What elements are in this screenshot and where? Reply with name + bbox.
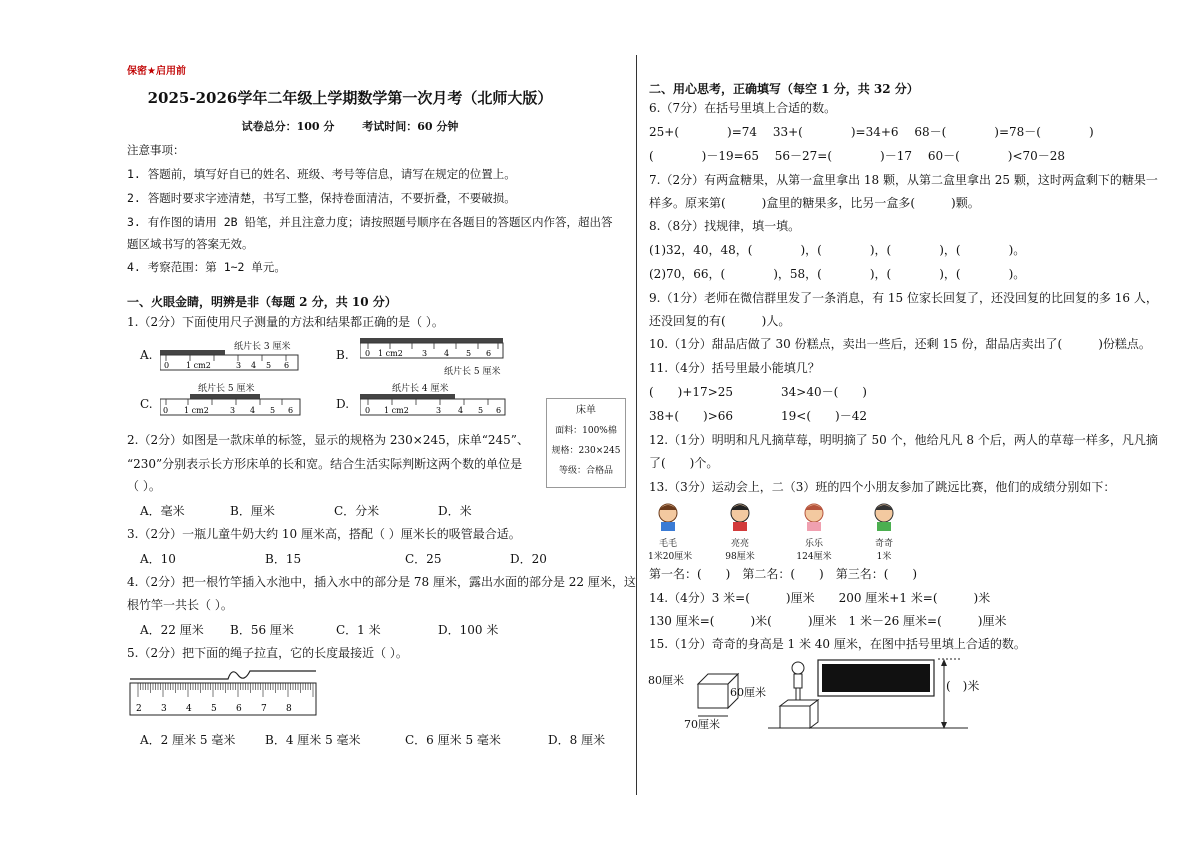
q5-tick-8: 8 [286,704,292,714]
q15-figure [648,656,988,736]
q1-option-c[interactable]: C. [140,397,153,411]
rope-ruler [128,667,318,719]
q2-option-a[interactable]: A．毫米 [140,504,185,518]
q3-option-c[interactable]: C．25 [405,552,442,566]
q11-row2: 38+( )>66 19<( )－42 [649,409,867,423]
q3-option-a[interactable]: A．10 [140,552,176,566]
svg-text:4: 4 [444,349,450,358]
kid-qiqi-score: 1米 [876,552,892,562]
label-spec: 规格：230×245 [551,446,621,456]
exam-title: 2025-2026学年二年级上学期数学第一次月考（北师大版） [147,89,553,107]
svg-text:4: 4 [458,406,464,415]
kid-qiqi [864,502,904,562]
kid-liangliang-name: 亮亮 [730,539,749,549]
svg-text:3: 3 [230,406,236,415]
kid-qiqi-icon [870,502,898,532]
q7-line2: 样多。原来第( )盒里的糖果多，比另一盒多( )颗。 [649,196,980,210]
q5-tick-4: 4 [186,704,192,714]
ruler-a [160,350,300,372]
q8-row1: (1)32，40，48，( )，( )，( )，( )。 [649,243,1026,257]
total-score: 试卷总分：100 分 [241,120,335,133]
notice-heading: 注意事项： [127,143,185,157]
box-height-label: 60厘米 [730,686,766,699]
q5-tick-2: 2 [136,704,142,714]
q4-option-a[interactable]: A．22 厘米 [140,623,204,637]
q2-line2: “230”分别表示长方形床单的长和宽。结合生活实际判断这两个数的单位是 [127,457,523,471]
ruler-c [160,394,302,418]
q5-option-b[interactable]: B．4 厘米 5 毫米 [265,733,361,747]
q7-line1: 7.（2分）有两盒糖果，从第一盒里拿出 18 颗，从第二盒里拿出 25 颗，这时两盒剩下的糖果一 [649,173,1158,187]
q3-option-d[interactable]: D．20 [510,552,547,566]
column-divider [636,55,637,795]
q12-line1: 12.（1分）明明和凡凡摘草莓，明明摘了 50 个，他给凡凡 8 个后，两人的草莓一样多，凡凡摘 [649,433,1158,447]
q15-answer-blank[interactable]: ( )米 [946,679,980,693]
secret-stamp: 保密★启用前 [127,66,186,77]
q6-text: 6.（7分）在括号里填上合适的数。 [649,101,837,115]
svg-text:3: 3 [236,361,242,370]
q8-row2: (2)70，66，( )，58，( )，( )，( )。 [649,267,1026,281]
kid-maomao-icon [654,502,682,532]
kid-lele [794,502,834,562]
svg-text:5: 5 [266,361,272,370]
q3-text: 3.（2分）一瓶儿童牛奶大约 10 厘米高，搭配（ ）厘米长的吸管最合适。 [127,527,521,541]
q5-option-d[interactable]: D．8 厘米 [548,733,606,747]
q15-text: 15.（1分）奇奇的身高是 1 米 40 厘米，在图中括号里填上合适的数。 [649,637,1026,651]
q2-option-d[interactable]: D．米 [438,504,472,518]
q4-line1: 4.（2分）把一根竹竿插入水池中，插入水中的部分是 78 厘米，露出水面的部分是 22 厘米，这 [127,575,636,589]
q6-row2: ( )－19=65 56－27=( )－17 60－( )<70－28 [649,149,1066,163]
notice-item-4: 4. 考察范围：第 1~2 单元。 [127,260,286,274]
q2-line1: 2.（2分）如图是一款床单的标签，显示的规格为 230×245，床单“245”、 [127,433,529,447]
q2-line3: （ ）。 [127,479,161,493]
svg-text:6: 6 [284,361,290,370]
q5-tick-6: 6 [236,704,242,714]
svg-text:4: 4 [250,406,256,415]
q4-line2: 根竹竿一共长（ ）。 [127,598,233,612]
q4-option-d[interactable]: D．100 米 [438,623,499,637]
svg-text:5: 5 [466,349,472,358]
q2-option-b[interactable]: B．厘米 [230,504,275,518]
svg-text:6: 6 [486,349,492,358]
svg-text:1 cm2: 1 cm2 [378,349,403,358]
kid-lele-icon [800,502,828,532]
exam-meta [110,118,590,134]
q9-line1: 9.（1分）老师在微信群里发了一条消息，有 15 位家长回复了，还没回复的比回复的多 16 人， [649,291,1158,305]
q8-text: 8.（8分）找规律，填一填。 [649,219,801,233]
kid-maomao-name: 毛毛 [658,539,677,549]
q1-caption-b: 纸片长 5 厘米 [444,367,501,377]
svg-text:6: 6 [496,406,502,415]
kid-liangliang-score: 98厘米 [725,552,755,562]
kid-qiqi-name: 奇奇 [874,539,893,549]
svg-text:0: 0 [164,361,170,370]
q2-option-c[interactable]: C．分米 [334,504,380,518]
box-depth-label: 80厘米 [648,674,684,687]
label-title: 床单 [576,405,596,416]
notice-item-1: 1. 答题前，填写好自已的姓名、班级、考号等信息，请写在规定的位置上。 [127,167,516,181]
q4-option-b[interactable]: B．56 厘米 [230,623,294,637]
q10-text: 10.（1分）甜品店做了 30 份糕点，卖出一些后，还剩 15 份，甜品店卖出了( )份糕点。 [649,337,1151,351]
svg-text:6: 6 [288,406,294,415]
q5-option-a[interactable]: A．2 厘米 5 毫米 [140,733,236,747]
section1-heading: 一、火眼金睛，明辨是非（每题 2 分，共 10 分） [127,295,397,309]
svg-text:0: 0 [365,349,371,358]
svg-text:1 cm2: 1 cm2 [184,406,209,415]
kid-maomao [648,502,693,562]
q1-text: 1.（2分）下面使用尺子测量的方法和结果都正确的是（ ）。 [127,315,444,329]
svg-text:1 cm2: 1 cm2 [384,406,409,415]
q11-row1: ( )+17>25 34>40－( ) [649,385,867,399]
q5-tick-5: 5 [211,704,217,714]
q4-option-c[interactable]: C．1 米 [336,623,381,637]
kid-lele-score: 124厘米 [796,552,832,562]
q1-option-d[interactable]: D. [336,397,350,411]
svg-text:0: 0 [365,406,371,415]
svg-text:4: 4 [251,361,257,370]
label-fabric: 面料：100%棉 [555,426,617,436]
q13-ranks: 第一名：( ) 第二名：( ) 第三名：( ) [649,567,918,581]
box-width-label: 70厘米 [684,718,720,731]
exam-time: 考试时间：60 分钟 [362,120,459,133]
svg-text:3: 3 [422,349,428,358]
q12-line2: 了( )个。 [649,456,719,470]
kid-liangliang-icon [726,502,754,532]
q1-option-a[interactable]: A. [140,348,153,362]
svg-text:3: 3 [436,406,442,415]
q13-kids [648,502,908,562]
q13-text: 13.（3分）运动会上，二（3）班的四个小朋友参加了跳远比赛，他们的成绩分别如下： [649,480,1116,494]
q14-row2: 130 厘米=( )米( )厘米 1 米－26 厘米=( )厘米 [649,614,1007,628]
svg-text:5: 5 [270,406,276,415]
svg-text:1 cm2: 1 cm2 [186,361,211,370]
q11-text: 11.（4分）括号里最小能填几？ [649,361,820,375]
q1-option-b[interactable]: B. [336,348,349,362]
svg-text:5: 5 [478,406,484,415]
q5-tick-7: 7 [261,704,267,714]
q5-text: 5.（2分）把下面的绳子拉直，它的长度最接近（ ）。 [127,646,408,660]
kid-lele-name: 乐乐 [804,539,823,549]
q1-caption-a: 纸片长 3 厘米 [234,342,291,352]
q5-tick-3: 3 [161,704,167,714]
notice-item-3: 3. 有作图的请用 2B 铅笔，并且注意力度；请按照题号顺序在各题目的答题区内作答，超出答 [127,215,613,229]
q1-caption-c: 纸片长 5 厘米 [198,384,255,394]
kid-liangliang [720,502,760,562]
notice-item-3b: 题区域书写的答案无效。 [127,237,254,251]
section2-heading: 二、用心思考，正确填写（每空 1 分，共 32 分） [649,82,919,96]
svg-text:0: 0 [163,406,169,415]
q1-caption-d: 纸片长 4 厘米 [392,384,449,394]
q3-option-b[interactable]: B．15 [265,552,302,566]
ruler-b [360,338,505,362]
ruler-d [360,394,507,418]
q5-option-c[interactable]: C．6 厘米 5 毫米 [405,733,501,747]
bedsheet-label [546,398,626,488]
q9-line2: 还没回复的有( )人。 [649,314,791,328]
q14-row1: 14.（4分）3 米=( )厘米 200 厘米+1 米=( )米 [649,591,991,605]
kid-maomao-score: 1米20厘米 [648,552,693,562]
q6-row1: 25+( )=74 33+( )=34+6 68－( )=78－( ) [649,125,1094,139]
notice-item-2: 2. 答题时要求字迹清楚，书写工整，保持卷面清洁，不要折叠，不要破损。 [127,191,516,205]
label-grade: 等级：合格品 [558,466,613,476]
